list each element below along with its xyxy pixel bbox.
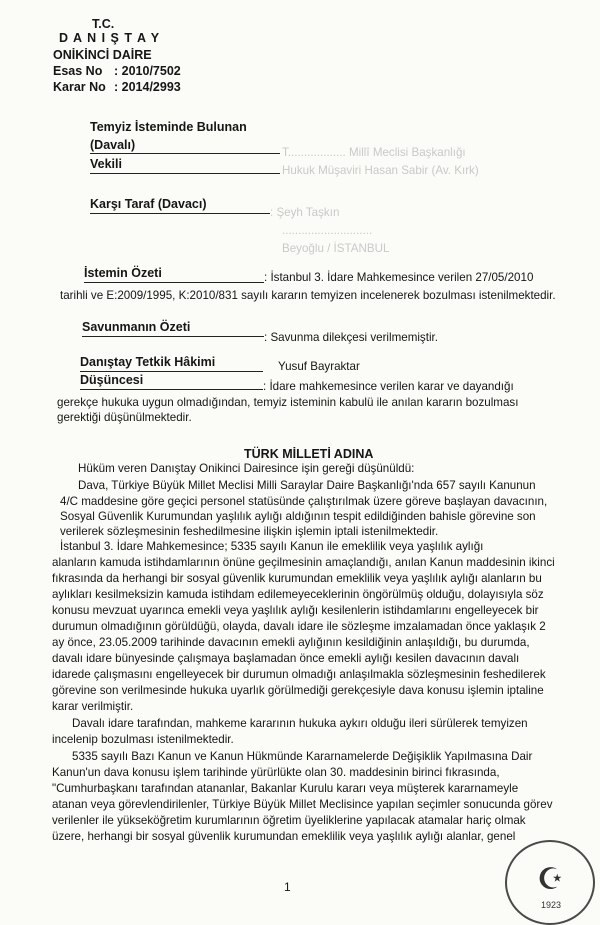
opinion-text-3: gerektiği düşünülmektedir. — [57, 411, 192, 424]
respondent-redacted-3: Beyoğlu / İSTANBUL — [282, 242, 390, 255]
body-line: 4/C maddesine göre geçici personel statüsünde çalıştırılmak üzere göreve başlayan davacının, — [60, 495, 548, 508]
header-chamber: ONİKİNCİ DAİRE — [53, 48, 152, 62]
decision-title: TÜRK MİLLETİ ADINA — [244, 447, 374, 461]
summary-rule — [84, 282, 264, 283]
body-line: üzere, herhangi bir sosyal güvenlik kurumundan emeklilik veya yaşlılık aylığı alanlar, genel — [52, 830, 516, 843]
judge-rule-1 — [80, 371, 263, 372]
judge-label: Danıştay Tetkik Hâkimi — [80, 355, 216, 369]
respondent-redacted-1: : Şeyh Taşkın — [270, 206, 340, 219]
body-line: karar verilmiştir. — [52, 700, 134, 713]
body-line: konusu mevzuat uyarınca emekli veya yaşlılık aylığı kesilenlerin istihdamlarını engelleyecek bir — [52, 604, 539, 617]
body-line: 5335 sayılı Bazı Kanun ve Kanun Hükmünde Kararnamelerde Değişiklik Yapılmasına Dair — [72, 750, 533, 763]
body-line: atanan veya görevlendirilenler, Türkiye Büyük Millet Meclisince yapılan seçimler sonucunda görev — [52, 798, 553, 811]
header-court: D A N I Ş T A Y — [59, 31, 161, 45]
body-line: durumun olmadığının görüldüğü, olayda, davalı idare ile sözleşme imzalamadan önce yaklaşık 2 — [52, 620, 546, 633]
opinion-text-1: : İdare mahkemesince verilen karar ve dayandığı — [263, 380, 514, 393]
body-line: ay önce, 23.05.2009 tarihinde davacının emekli aylığının kesildiğinin anlaşıldığı, bu durumda, — [52, 636, 530, 649]
vekili-rule — [90, 173, 280, 174]
summary-text-1: : İstanbul 3. İdare Mahkemesince verilen 27/05/2010 — [264, 271, 534, 284]
seal-year: 1923 — [541, 900, 562, 910]
body-line: Kanun'un dava konusu işlem tarihinde yürürlükte olan 30. maddesinin birinci fıkrasında, — [52, 766, 500, 779]
respondent-redacted-2: ............................ — [282, 224, 373, 237]
crescent-star-icon: ☪ — [537, 863, 564, 896]
appellant-sublabel: (Davalı) — [90, 138, 136, 152]
body-line: Davalı idare tarafından, mahkeme kararının hukuka aykırı olduğu ileri sürülerek temyizen — [72, 717, 528, 730]
summary-label: İstemin Özeti — [84, 266, 162, 280]
karar-value: : 2014/2993 — [114, 80, 181, 94]
summary-text-2: tarihli ve E:2009/1995, K:2010/831 sayılı kararın temyizen incelenerek bozulması istenilmektedir. — [60, 289, 556, 302]
page-number: 1 — [284, 880, 291, 894]
body-line: idarede çalışmasını engelleyecek bir durumun olmadığı anlaşılmakla sözleşmesinin feshedilerek — [52, 668, 546, 681]
body-line: verilenler ile yükseköğretim kurumlarının öğretim üyeliklerine yapılacak atamalar hariç olmak — [52, 814, 526, 827]
body-line: incelenip bozulması istenilmektedir. — [52, 733, 234, 746]
defense-rule — [82, 336, 264, 337]
respondent-rule — [90, 213, 270, 214]
opinion-text-2: gerekçe hukuka uygun olmadığından, temyiz isteminin kabulü ile anılan kararın bozulması — [57, 396, 519, 409]
body-line: Sosyal Güvenlik Kurumundan yaşlılık aylığı aldığının tespit edildiğinden bahisle görevine son — [60, 510, 536, 523]
appellant-rule — [90, 153, 280, 154]
opinion-rule — [80, 389, 263, 390]
body-line: İstanbul 3. İdare Mahkemesince; 5335 sayılı Kanun ile emeklilik veya yaşlılık aylığı — [60, 540, 484, 553]
body-line: Hüküm veren Danıştay Onikinci Dairesince işin gereği düşünüldü: — [78, 462, 415, 475]
body-line: "Cumhurbaşkanı tarafından atananlar, Bakanlar Kurulu kararı veya müşterek kararnameyle — [52, 782, 519, 795]
body-line: verilerek sözleşmesinin feshedilmesine ilişkin işlemin iptali istenilmektedir. — [60, 525, 439, 538]
opinion-label: Düşüncesi — [80, 373, 144, 387]
defense-label: Savunmanın Özeti — [82, 320, 191, 334]
body-line: görevine son verilmesinde hukuka uyarlık görülmediği gerekçesiyle dava konusu işlemin iptaline — [52, 684, 544, 697]
body-line: aylıkları kesilmeksizin kamuda istihdam edilemeyeceklerinin öngörülmüş olduğu, dolayısıyla söz — [52, 588, 544, 601]
esas-label: Esas No — [53, 64, 103, 78]
vekili-label: Vekili — [90, 157, 122, 171]
header-tc: T.C. — [92, 17, 115, 31]
appellant-label: Temyiz İsteminde Bulunan — [90, 120, 247, 134]
defense-text: : Savunma dilekçesi verilmemiştir. — [264, 331, 438, 344]
body-line: davalı idare bünyesinde çalışmaya başlamadan önce emekli aylığı kesilen davacının davalı — [52, 652, 520, 665]
vekili-redacted: Hukuk Müşaviri Hasan Sabir (Av. Kırk) — [282, 164, 479, 177]
esas-value: : 2010/7502 — [114, 64, 181, 78]
appellant-redacted: T.................. Millî Meclisi Başkanlığı — [282, 146, 466, 159]
body-line: alanların kamuda istihdamlarının önüne geçilmesinin amaçlandığı, anılan Kanun maddesinin ikinci — [52, 556, 555, 569]
body-line: Dava, Türkiye Büyük Millet Meclisi Milli Saraylar Daire Başkanlığı'nda 657 sayılı Kanunun — [78, 479, 536, 492]
official-seal — [505, 840, 595, 925]
respondent-label: Karşı Taraf (Davacı) — [90, 197, 207, 211]
karar-label: Karar No — [53, 80, 106, 94]
body-line: fıkrasında da herhangi bir sosyal güvenlik kurumundan emeklilik veya yaşlılık aylığı alanların bu — [52, 572, 542, 585]
judge-name: Yusuf Bayraktar — [278, 360, 360, 373]
